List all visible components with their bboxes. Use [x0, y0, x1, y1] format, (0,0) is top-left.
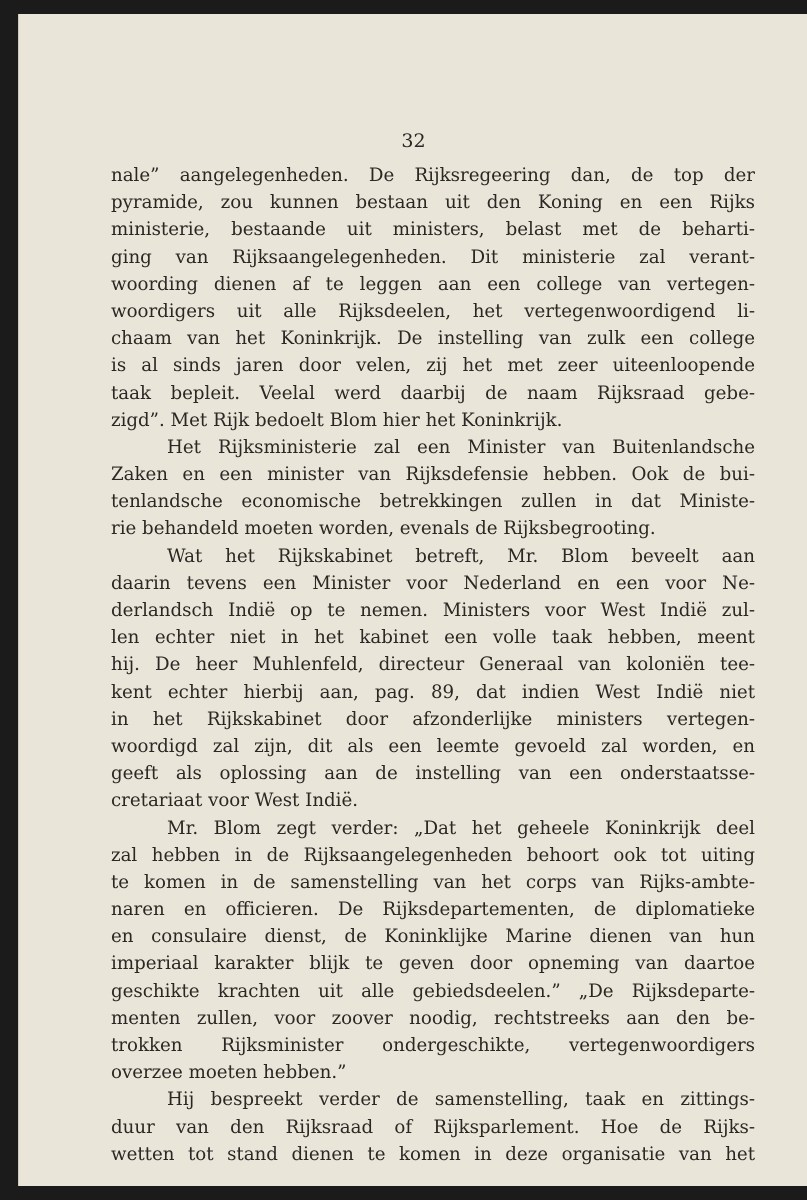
paragraph — [111, 434, 755, 543]
paragraph — [111, 1086, 755, 1168]
text-line: daarin tevens een Minister voor Nederland en een voor Ne- — [111, 572, 755, 594]
text-line: overzee moeten hebben.” — [111, 1062, 347, 1084]
text-line: taak bepleit. Veelal werd daarbij de naam Rijksraad gebe- — [111, 382, 755, 404]
text-line: Hij bespreekt verder de samenstelling, taak en zittings- — [167, 1089, 755, 1111]
body-text — [111, 162, 755, 1168]
text-line: zal hebben in de Rijksaangelegenheden behoort ook tot uiting — [111, 844, 755, 866]
text-line: pyramide, zou kunnen bestaan uit den Koning en een Rijks — [111, 192, 755, 214]
text-line: geschikte krachten uit alle gebiedsdeelen.” „De Rijksdeparte- — [111, 980, 755, 1002]
text-line: woordigd zal zijn, dit als een leemte gevoeld zal worden, en — [111, 735, 755, 757]
text-line: Zaken en een minister van Rijksdefensie hebben. Ook de bui- — [111, 464, 755, 486]
text-line: te komen in de samenstelling van het corps van Rijks-ambte- — [111, 871, 755, 893]
text-line: duur van den Rijksraad of Rijksparlement. Hoe de Rijks- — [111, 1116, 755, 1138]
text-line: trokken Rijksminister ondergeschikte, vertegenwoordigers — [111, 1035, 755, 1056]
text-line: rie behandeld moeten worden, evenals de Rijksbegrooting. — [111, 518, 656, 540]
text-line: derlandsch Indië op te nemen. Ministers voor West Indië zul- — [111, 600, 755, 621]
page-number: 32 — [401, 130, 426, 152]
text-line: in het Rijkskabinet door afzonderlijke ministers vertegen- — [111, 708, 755, 730]
text-line: menten zullen, voor zoover noodig, rechtstreeks aan den be- — [111, 1007, 755, 1029]
text-line: ministerie, bestaande uit ministers, belast met de beharti- — [111, 219, 755, 241]
text-line: naren en officieren. De Rijksdepartementen, de diplomatieke — [111, 899, 755, 921]
text-line: Mr. Blom zegt verder: „Dat het geheele Koninkrijk deel — [167, 817, 755, 839]
text-line: wetten tot stand dienen te komen in deze organisatie van het — [111, 1143, 755, 1165]
text-line: woordigers uit alle Rijksdeelen, het vertegenwoordigend li- — [111, 300, 755, 322]
text-line: zigd”. Met Rijk bedoelt Blom hier het Koninkrijk. — [111, 409, 563, 431]
text-line: len echter niet in het kabinet een volle taak hebben, meent — [111, 627, 755, 649]
text-line: nale” aangelegenheden. De Rijksregeering dan, de top der — [111, 165, 755, 186]
text-line: geeft als oplossing aan de instelling van een onderstaatsse- — [111, 763, 755, 785]
paragraph — [111, 543, 755, 815]
text-line: woording dienen af te leggen aan een college van vertegen- — [111, 273, 755, 295]
text-line: Het Rijksministerie zal een Minister van Buitenlandsche — [167, 436, 755, 458]
text-line: kent echter hierbij aan, pag. 89, dat indien West Indië niet — [111, 681, 755, 703]
text-line: ging van Rijksaangelegenheden. Dit ministerie zal verant- — [111, 246, 755, 268]
text-line: tenlandsche economische betrekkingen zullen in dat Ministe- — [111, 491, 755, 513]
text-line: en consulaire dienst, de Koninklijke Marine dienen van hun — [111, 926, 755, 948]
text-line: cretariaat voor West Indië. — [111, 790, 359, 812]
text-line: Wat het Rijkskabinet betreft, Mr. Blom beveelt aan — [167, 545, 755, 567]
text-line: chaam van het Koninkrijk. De instelling van zulk een college — [111, 328, 755, 350]
paragraph — [111, 815, 755, 1087]
book-page — [18, 14, 807, 1186]
text-line: is al sinds jaren door velen, zij het met zeer uiteenloopende — [111, 355, 755, 377]
paragraph — [111, 162, 755, 434]
text-line: hij. De heer Muhlenfeld, directeur Generaal van koloniën tee- — [111, 654, 755, 676]
text-line: imperiaal karakter blijk te geven door opneming van daartoe — [111, 953, 755, 975]
